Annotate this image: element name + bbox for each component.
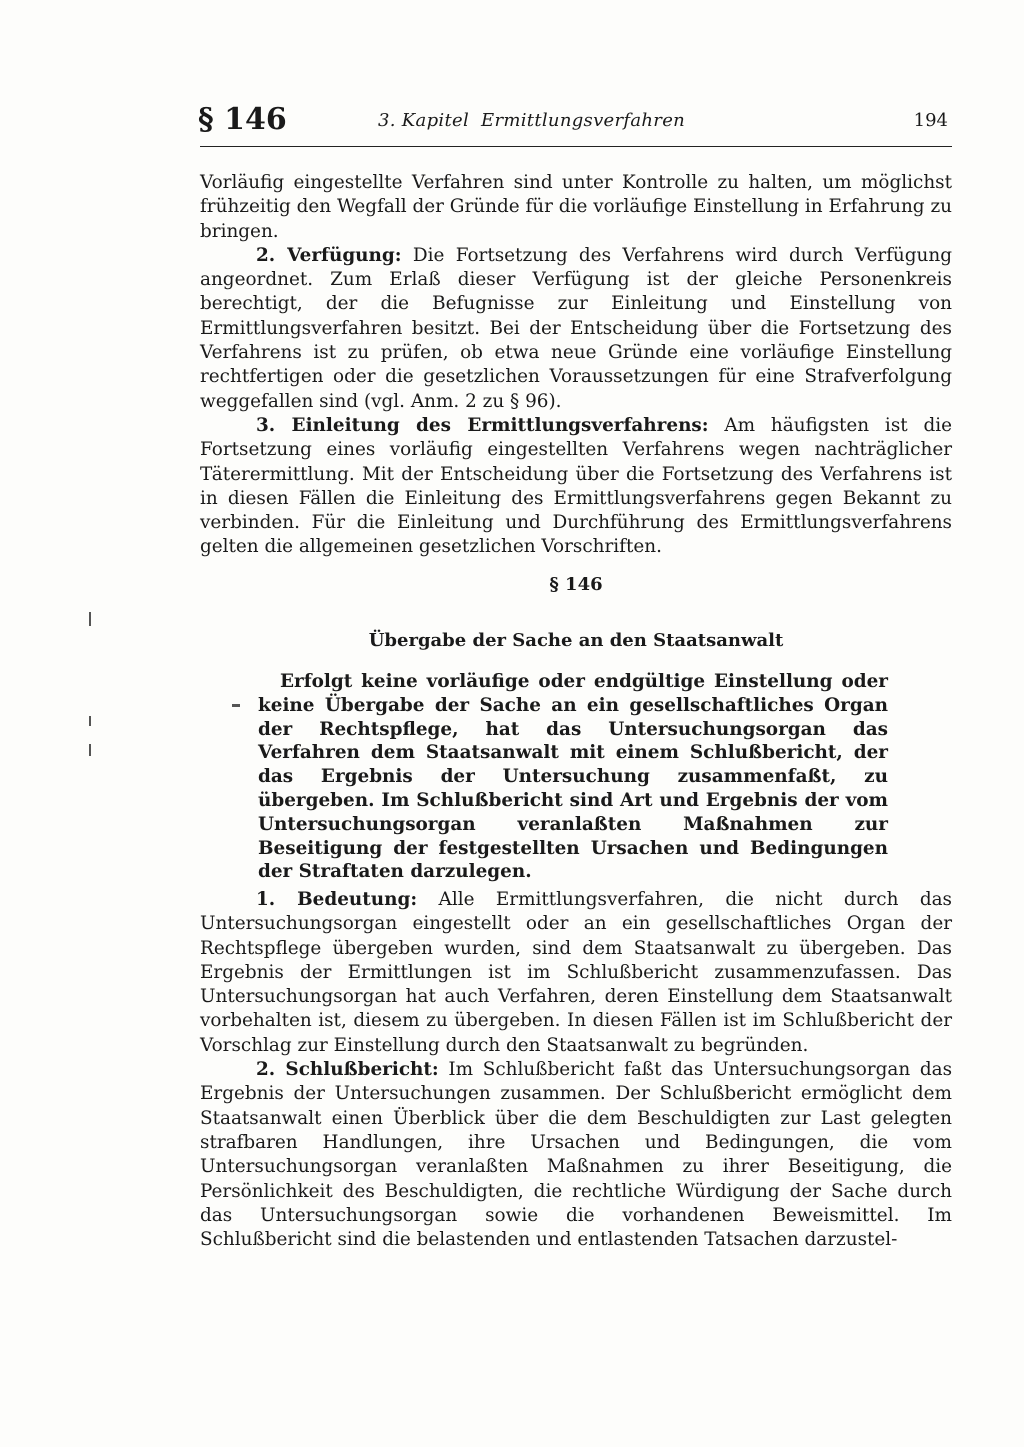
header-page-number: 194 [913,110,948,131]
note-1-text: Alle Ermittlungsverfahren, die nicht durch das Untersuchungsorgan eingestellt oder an ein gesellschaftliches Organ der Rechtspflege übergeben wurden, sind dem Staatsanwalt zu übergeben. Das Ergebnis der Ermittlungen ist im Schlußbericht zusammenzufassen. Das Untersuchungsorgan hat auch Verfahren, deren Einstellung dem Staatsanwalt vorbehalten ist, diesem zu übergeben. In diesen Fällen ist im Schlußbericht der Vorschlag zur Einstellung durch den Staatsanwalt zu begründen. [200,889,952,1056]
note-2b-label: 2. Schlußbericht: [256,1059,439,1081]
header-chapter-title: 3. Kapitel Ermittlungsverfahren [378,110,686,131]
note-3-label: 3. Einleitung des Ermittlungsverfahrens: [256,414,709,436]
statute-text: Erfolgt keine vorläufige oder endgültige Einstellung oder keine Übergabe der Sache an ein gesellschaftliches Organ der Rechtspflege, hat das Untersuchungsorgan das Verfahren dem Staatsanwalt mit einem Schlußbericht, der das Ergebnis der Untersuchung zusammenfaßt, zu übergeben. Im Schlußbericht sind Art und Ergebnis der vom Untersuchungsorgan veranlaßten Maßnahmen zur Beseitigung der festgestellten Ursachen und Bedingungen der Straftaten darzulegen. [258,671,888,883]
section-commentary [200,888,952,1252]
section-title: Übergabe der Sache an den Staatsanwalt [368,630,784,651]
section-number: § 146 [549,574,603,595]
note-2-paragraph [200,244,952,414]
intro-paragraph: Vorläufig eingestellte Verfahren sind unter Kontrolle zu halten, um möglichst frühzeitig den Wegfall der Gründe für die vorläufige Einstellung in Erfahrung zu bringen. [200,172,952,242]
note-2-text: Die Fortsetzung des Verfahrens wird durch Verfügung angeordnet. Zum Erlaß dieser Verfügung ist der gleiche Personenkreis berechtigt, der die Befugnisse zur Einleitung und Einstellung von Ermittlungsverfahren besitzt. Bei der Entscheidung über die Fortsetzung des Verfahrens ist zu prüfen, ob etwa neue Gründe eine vorläufige Einstellung rechtfertigen oder die gesetzlichen Voraussetzungen für eine Strafverfolgung weggefallen sind (vgl. Anm. 2 zu § 96). [200,244,952,412]
note-2b-paragraph [200,1058,952,1252]
margin-mark [232,704,240,707]
section-heading [200,572,952,651]
note-2b-text: Im Schlußbericht faßt das Untersuchungsorgan das Ergebnis der Untersuchungen zusammen. Der Schlußbericht ermöglicht dem Staatsanwalt einen Überblick über die dem Beschuldigten zur Last gelegten strafbaren Handlungen, ihre Ursachen und Bedingungen, die vom Untersuchungsorgan veranlaßten Maßnahmen zu ihrer Beseitigung, die Persönlichkeit des Beschuldigten, die rechtliche Würdigung der Sache durch das Untersuchungsorgan sowie die vorhandenen Beweismittel. Im Schlußbericht sind die belastenden und entlastenden Tatsachen darzustel- [200,1059,953,1251]
top-commentary [200,171,952,560]
margin-mark [89,716,91,726]
note-3-paragraph [200,414,952,560]
page-header [200,100,952,147]
header-section-number: § 146 [198,102,287,137]
margin-mark [89,612,91,626]
note-2-label: 2. Verfügung: [256,244,402,266]
note-1-label: 1. Bedeutung: [256,889,418,910]
margin-mark [89,744,91,756]
note-1-paragraph [200,888,952,1058]
note-3-text: Am häufigsten ist die Fortsetzung eines vorläufig eingestellten Verfahrens wegen nachträglicher Täterermittlung. Mit der Entscheidung über die Fortsetzung des Verfahrens ist in diesen Fällen die Einleitung des Ermittlungsverfahrens gegen Bekannt zu verbinden. Für die Einleitung und Durchführung des Ermittlungsverfahrens gelten die allgemeinen gesetzlichen Vorschriften. [200,414,952,558]
